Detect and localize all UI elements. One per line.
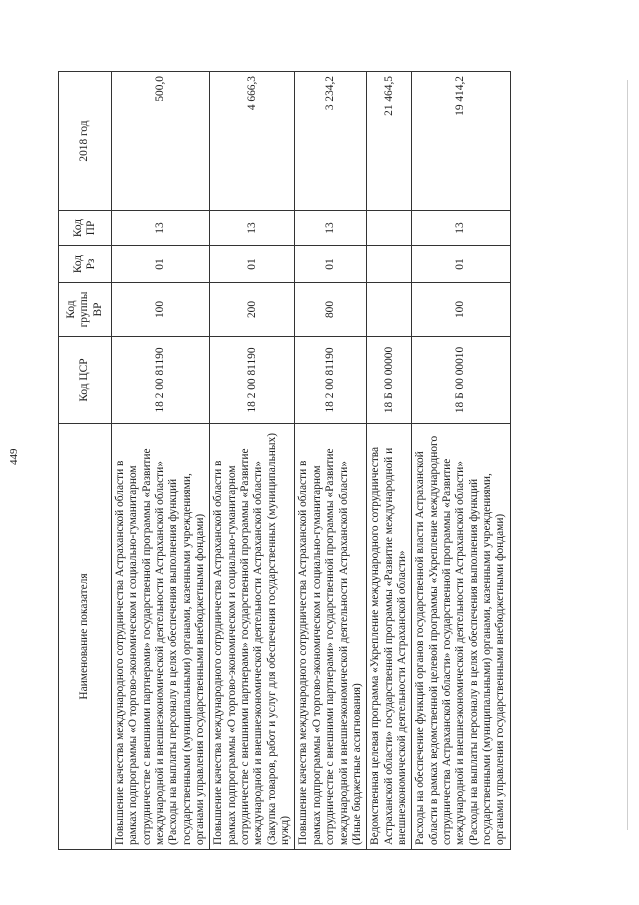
header-vr: Код группы ВР [59, 283, 112, 337]
page-edge-rule [627, 80, 628, 830]
row-rz: 01 [412, 246, 510, 283]
row-pr: 13 [210, 211, 295, 246]
table-header-row [59, 72, 112, 850]
row-vr [367, 283, 412, 337]
row-name: Повышение качества международного сотрудничества Астраханской области в рамках подпрограммы «О торгово-экономическом и социально-гуманитарном сотрудничестве с внешними партнерами» государственной программы «Развитие международной и внешнеэкономической деятельности Астраханской области» (Иные бюджетные ассигнования) [295, 424, 367, 850]
row-rz: 01 [210, 246, 295, 283]
row-name: Повышение качества международного сотрудничества Астраханской области в рамках подпрограммы «О торгово-экономическом и социально-гуманитарном сотрудничестве с внешними партнерами» государственной программы «Развитие международной и внешнеэкономической деятельности Астраханской области» (Закупка товаров, работ и услуг для обеспечения государственных (муниципальных) нужд) [210, 424, 295, 850]
row-name: Расходы на обеспечение функций органов государственной власти Астраханской области в рамках ведомственной целевой программы «Укрепление международного сотрудничества Астраханской области» государственной программы «Развитие международной и внешнеэкономической деятельности Астраханской области» (Расходы на выплаты персоналу в целях обеспечения выполнения функций государственными (муниципальными) органами, казенными учреждениями, органами управления государственными внебюджетными фондами) [412, 424, 510, 850]
header-year: 2018 год [59, 72, 112, 211]
row-amount: 21 464,5 [367, 72, 412, 211]
row-vr: 200 [210, 283, 295, 337]
row-amount: 19 414,2 [412, 72, 510, 211]
header-name: Наименование показателя [59, 424, 112, 850]
row-vr: 800 [295, 283, 367, 337]
row-vr: 100 [412, 283, 510, 337]
row-name: Повышение качества международного сотрудничества Астраханской области в рамках подпрограммы «О торгово-экономическом и социально-гуманитарном сотрудничестве с внешними партнерами» государственной программы «Развитие международной и внешнеэкономической деятельности Астраханской области» (Расходы на выплаты персоналу в целях обеспечения выполнения функций государственными (муниципальными) органами, казенными учреждениями, органами управления государственными внебюджетными фондами) [112, 424, 210, 850]
row-csr: 18 2 00 81190 [112, 337, 210, 424]
row-pr: 13 [412, 211, 510, 246]
row-rz: 01 [295, 246, 367, 283]
header-pr: Код ПР [59, 211, 112, 246]
row-csr: 18 Б 00 00000 [367, 337, 412, 424]
row-pr: 13 [112, 211, 210, 246]
row-csr: 18 Б 00 00010 [412, 337, 510, 424]
row-csr: 18 2 00 81190 [295, 337, 367, 424]
row-rz: 01 [112, 246, 210, 283]
row-pr: 13 [295, 211, 367, 246]
header-rz: Код Рз [59, 246, 112, 283]
table-row [367, 72, 412, 850]
page-number: 449 [8, 448, 20, 465]
row-name: Ведомственная целевая программа «Укрепление международного сотрудничества Астраханской области» государственной программы «Развитие международной и внешнеэкономической деятельности Астраханской области» [367, 424, 412, 850]
row-vr: 100 [112, 283, 210, 337]
table-row [412, 72, 510, 850]
row-amount: 3 234,2 [295, 72, 367, 211]
table-row [295, 72, 367, 850]
table-row [112, 72, 210, 850]
table-row [210, 72, 295, 850]
row-rz [367, 246, 412, 283]
row-amount: 4 666,3 [210, 72, 295, 211]
row-pr [367, 211, 412, 246]
header-csr: Код ЦСР [59, 337, 112, 424]
budget-table [58, 71, 511, 850]
row-amount: 500,0 [112, 72, 210, 211]
row-csr: 18 2 00 81190 [210, 337, 295, 424]
